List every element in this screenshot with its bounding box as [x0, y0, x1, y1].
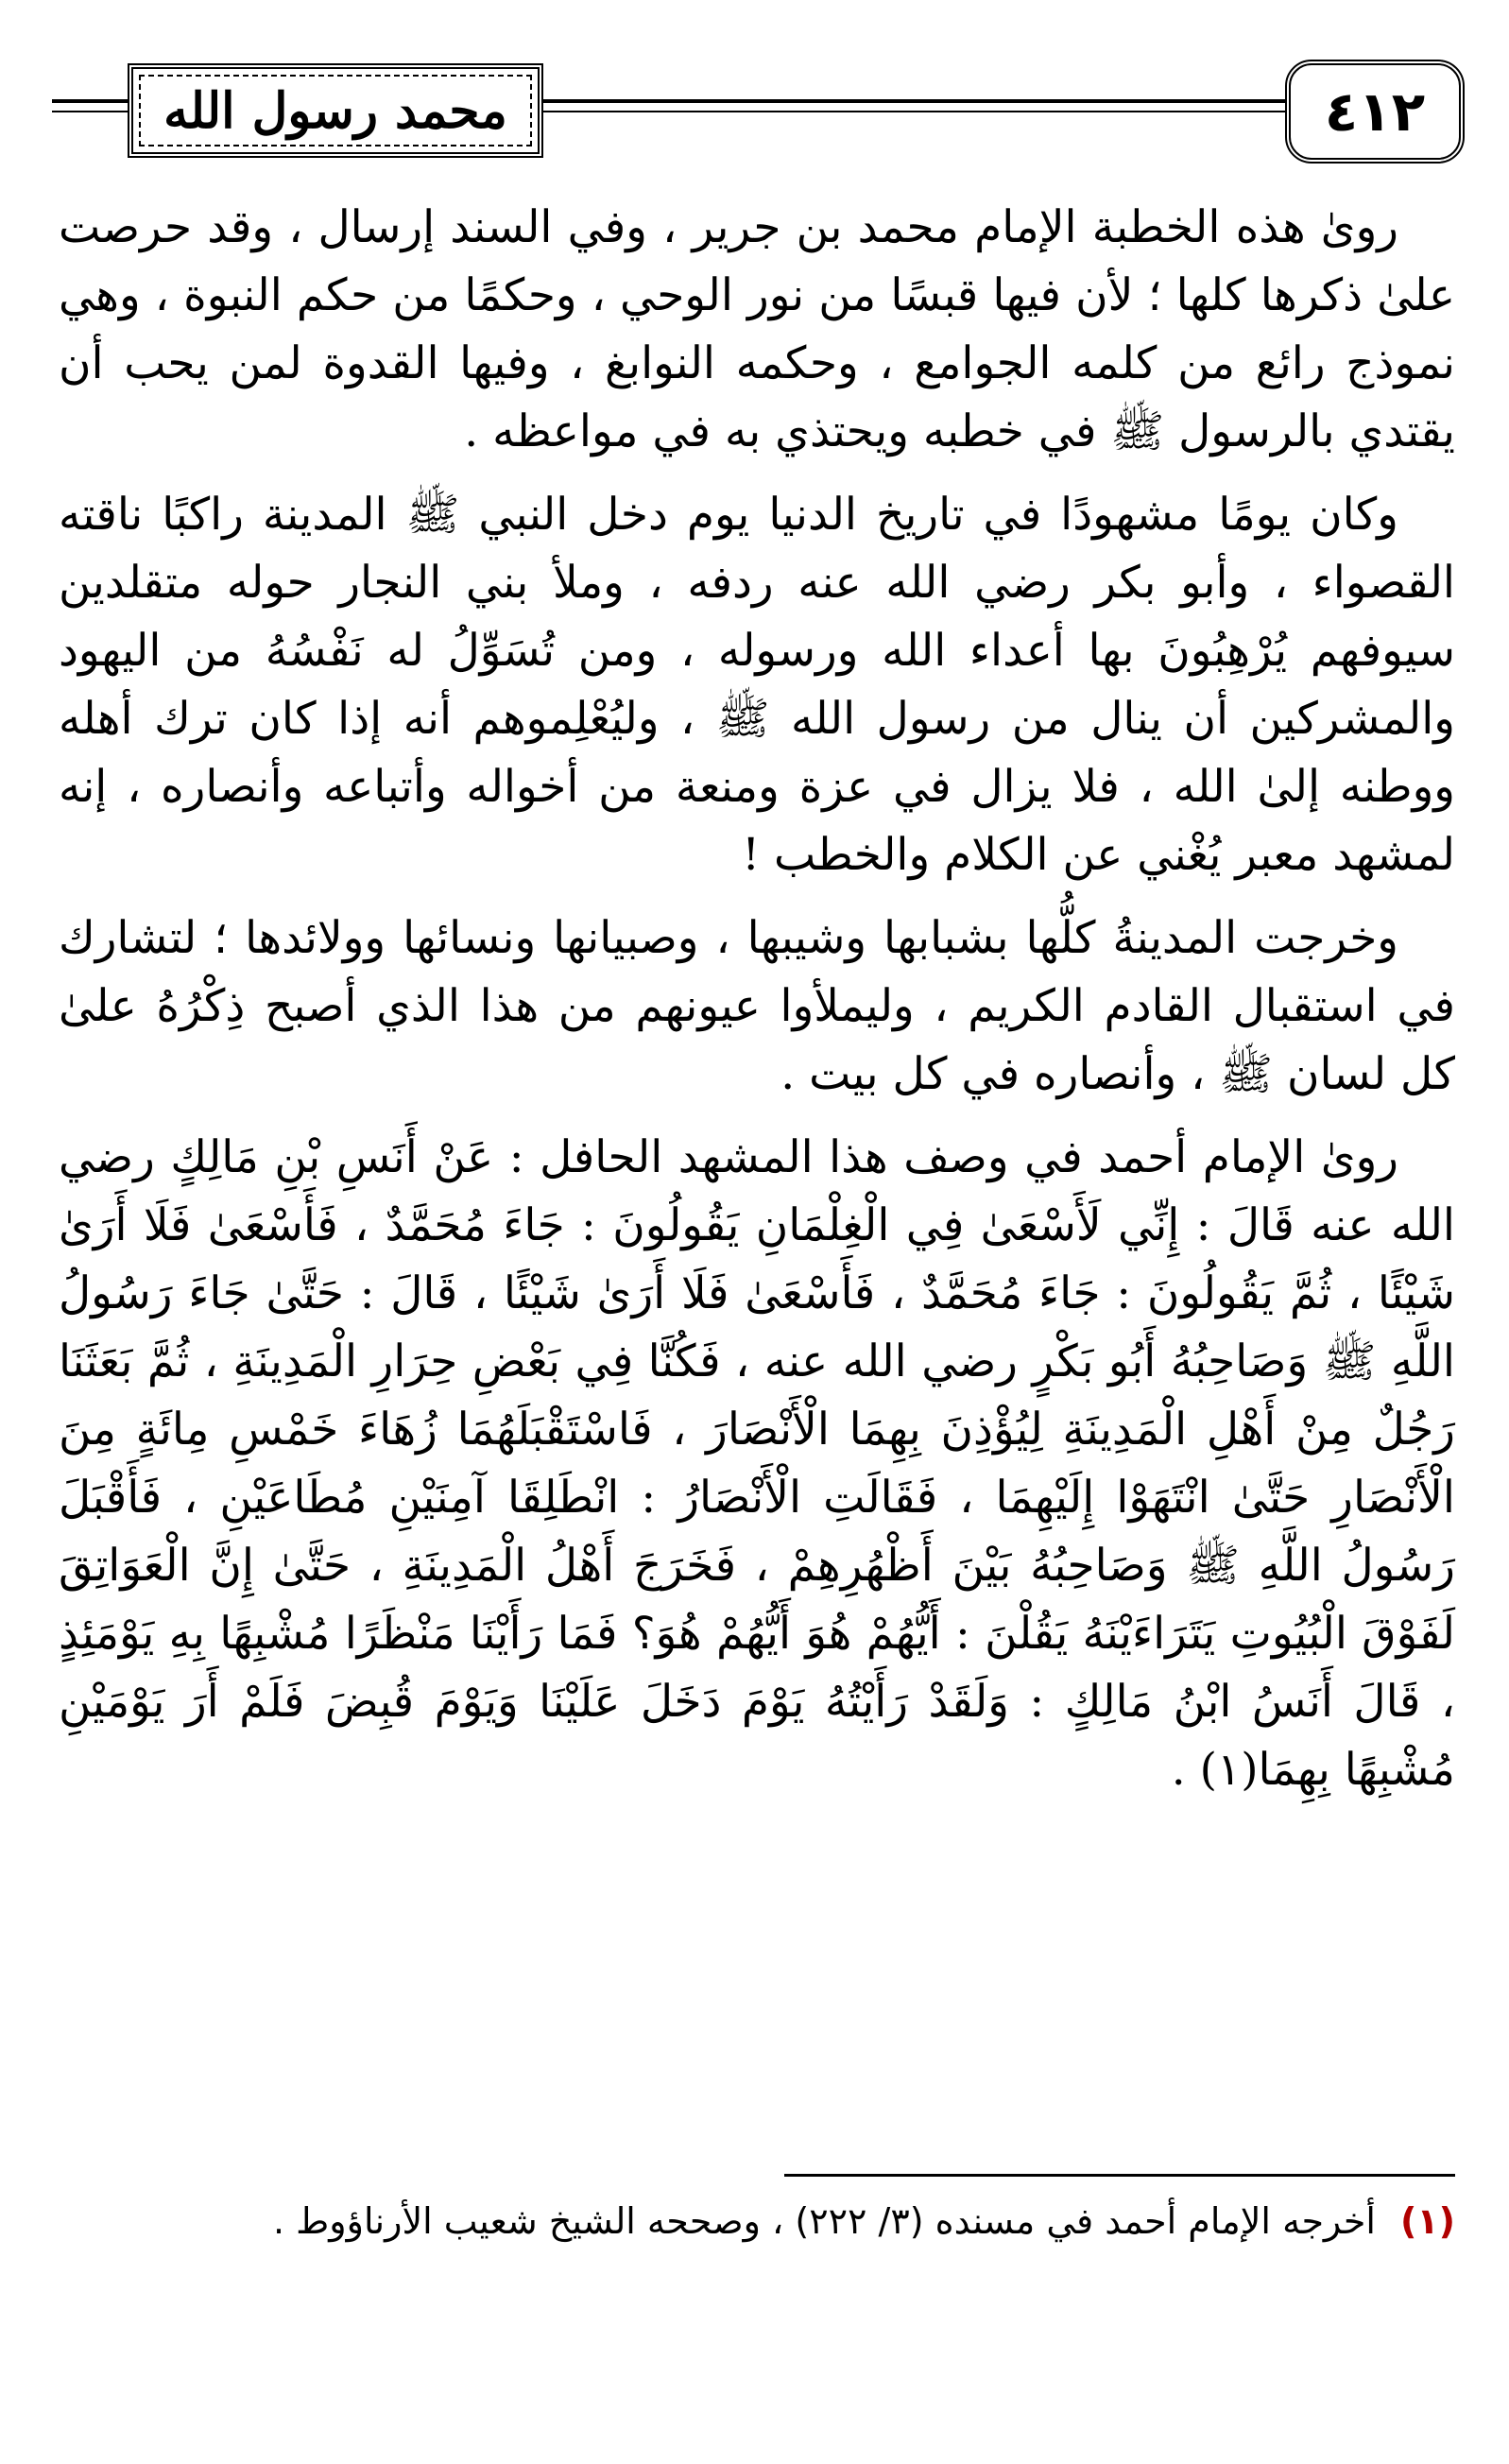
paragraph-3: وخرجت المدينةُ كلُّها بشبابها وشيبها ، وصبيانها ونسائها وولائدها ؛ لتشارك في استقبال القادم الكريم ، وليملأوا عيونهم من هذا الذي أصبح ذِكْرُهُ علىٰ كل لسان ﷺ ، وأنصاره في كل بيت . — [59, 912, 1455, 1100]
paragraph-1: روىٰ هذه الخطبة الإمام محمد بن جرير ، وفي السند إرسال ، وقد حرصت علىٰ ذكرها كلها ؛ لأن فيها قبسًا من نور الوحي ، وحكمًا من حكم النبوة ، وهي نموذج رائع من كلمه الجوامع ، وحكمه النوابغ ، وفيها القدوة لمن يحب أن يقتدي بالرسول ﷺ في خطبه ويحتذي به في مواعظه . — [59, 201, 1455, 457]
page-number: ٤١٢ — [1324, 79, 1426, 144]
main-text — [59, 194, 1455, 1819]
page-number-box — [1285, 60, 1465, 164]
header-rule-middle — [543, 99, 1285, 103]
footnote-separator — [784, 2174, 1455, 2177]
page-header — [52, 52, 1455, 184]
footnote-text: أخرجه الإمام أحمد في مسنده (٣/ ٢٢٢) ، وصححه الشيخ شعيب الأرناؤوط . — [272, 2200, 1376, 2242]
paragraph-4-hadith: روىٰ الإمام أحمد في وصف هذا المشهد الحافل : عَنْ أَنَسِ بْنِ مَالِكٍ رضي الله عنه قَالَ : إِنِّي لَأَسْعَىٰ فِي الْغِلْمَانِ يَقُولُونَ : جَاءَ مُحَمَّدٌ ، فَأَسْعَىٰ فَلَا أَرَىٰ شَيْئًا ، ثُمَّ يَقُولُونَ : جَاءَ مُحَمَّدٌ ، فَأَسْعَىٰ فَلَا أَرَىٰ شَيْئًا ، قَالَ : حَتَّىٰ جَاءَ رَسُولُ اللَّهِ ﷺ وَصَاحِبُهُ أَبُو بَكْرٍ رضي الله عنه ، فَكُنَّا فِي بَعْضِ حِرَارِ الْمَدِينَةِ ، ثُمَّ بَعَثَنَا رَجُلٌ مِنْ أَهْلِ الْمَدِينَةِ لِيُؤْذِنَ بِهِمَا الْأَنْصَارَ ، فَاسْتَقْبَلَهُمَا زُهَاءَ خَمْسِ مِائَةٍ مِنَ الْأَنْصَارِ حَتَّىٰ انْتَهَوْا إِلَيْهِمَا ، فَقَالَتِ الْأَنْصَارُ : انْطَلِقَا آمِنَيْنِ مُطَاعَيْنِ ، فَأَقْبَلَ رَسُولُ اللَّهِ ﷺ وَصَاحِبُهُ بَيْنَ أَظْهُرِهِمْ ، فَخَرَجَ أَهْلُ الْمَدِينَةِ ، حَتَّىٰ إِنَّ الْعَوَاتِقَ لَفَوْقَ الْبُيُوتِ يَتَرَاءَيْنَهُ يَقُلْنَ : أَيُّهُمْ هُوَ أَيُّهُمْ هُوَ؟ فَمَا رَأَيْنَا مَنْظَرًا مُشْبِهًا بِهِ يَوْمَئِذٍ ، قَالَ أَنَسُ ابْنُ مَالِكٍ : وَلَقَدْ رَأَيْتُهُ يَوْمَ دَخَلَ عَلَيْنَا وَيَوْمَ قُبِضَ فَلَمْ أَرَ يَوْمَيْنِ مُشْبِهًا بِهِمَا(١) . — [59, 1131, 1455, 1796]
paragraph-2: وكان يومًا مشهودًا في تاريخ الدنيا يوم دخل النبي ﷺ المدينة راكبًا ناقته القصواء ، وأبو بكر رضي الله عنه ردفه ، وملأ بني النجار حوله متقلدين سيوفهم يُرْهِبُونَ بها أعداء الله ورسوله ، ومن تُسَوِّلُ له نَفْسُهُ من اليهود والمشركين أن ينال من رسول الله ﷺ ، وليُعْلِموهم أنه إذا كان ترك أهله ووطنه إلىٰ الله ، فلا يزال في عزة ومنعة من أخواله وأتباعه وأنصاره ، إنه لمشهد معبر يُغْني عن الكلام والخطب ! — [59, 489, 1455, 881]
footnote — [59, 2193, 1455, 2249]
header-rule-middle-thin — [543, 111, 1285, 112]
header-rule-left-thin — [52, 111, 128, 112]
book-title-box — [128, 63, 543, 158]
header-rule-left — [52, 99, 128, 103]
footnote-marker: (١) — [1400, 2200, 1455, 2242]
book-title: محمد رسول الله — [163, 81, 507, 140]
